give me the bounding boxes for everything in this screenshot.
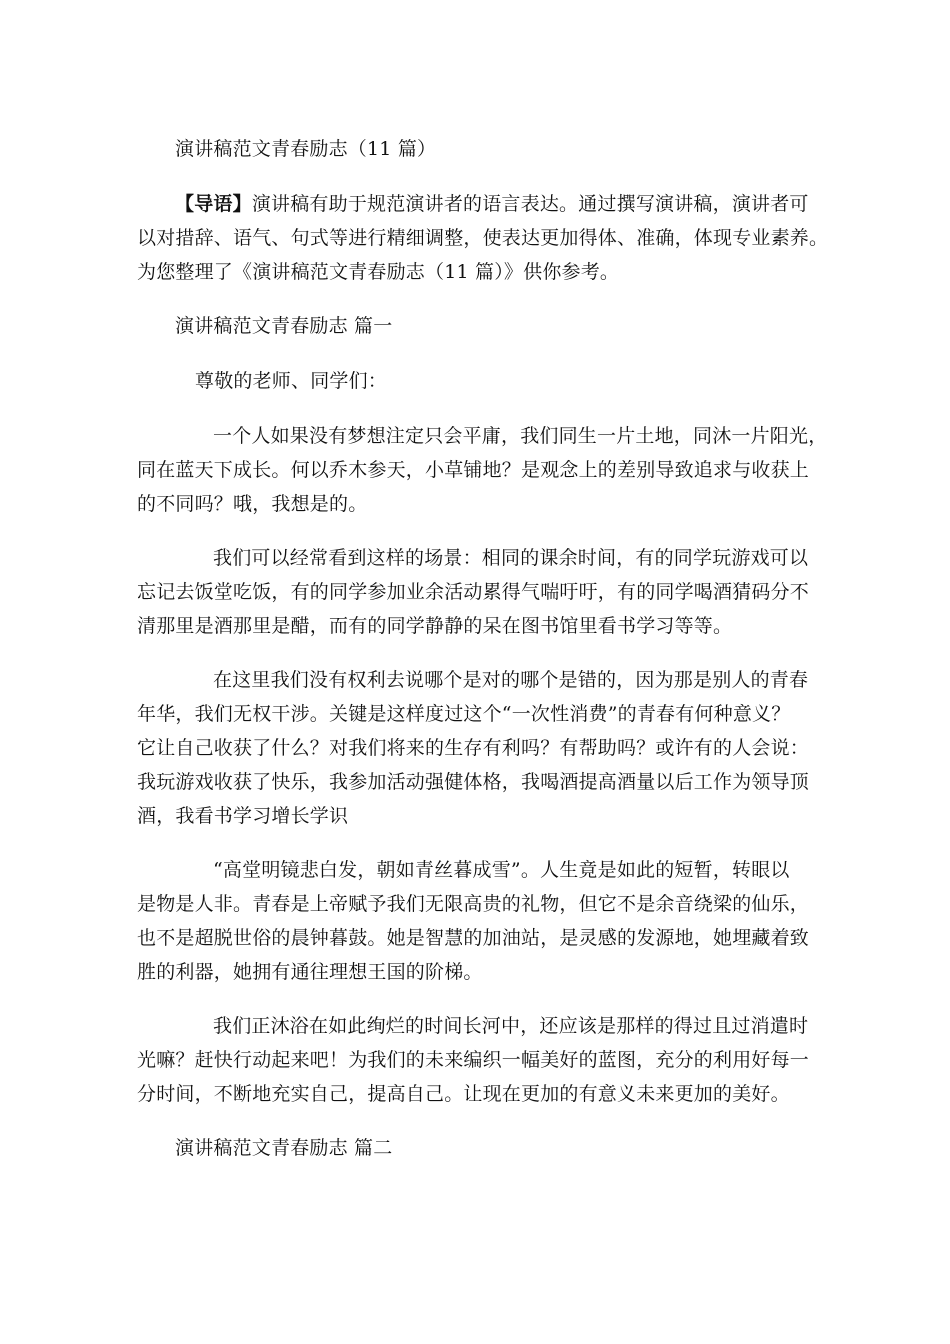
paragraph-3-line-5: 酒，我看书学习增长学识 <box>137 805 349 827</box>
paragraph-2-line-1: 我们可以经常看到这样的场景：相同的课余时间，有的同学玩游戏可以 <box>213 547 809 569</box>
paragraph-4-line-3: 也不是超脱世俗的晨钟暮鼓。她是智慧的加油站，是灵感的发源地，她埋藏着致 <box>137 927 810 949</box>
paragraph-5-line-3: 分时间，不断地充实自己，提高自己。让现在更加的有意义未来更加的美好。 <box>137 1083 790 1105</box>
paragraph-1-line-2: 同在蓝天下成长。何以乔木参天，小草铺地？是观念上的差别导致追求与收获上 <box>137 459 810 481</box>
intro-line-1-text: 演讲稿有助于规范演讲者的语言表达。通过撰写演讲稿，演讲者可 <box>251 193 809 215</box>
paragraph-2-line-3: 清那里是酒那里是醋，而有的同学静静的呆在图书馆里看书学习等等。 <box>137 615 733 637</box>
intro-line-3: 为您整理了《演讲稿范文青春励志（11 篇）》供你参考。 <box>137 261 620 283</box>
paragraph-4-line-2: 是物是人非。青春是上帝赋予我们无限高贵的礼物，但它不是余音绕梁的仙乐， <box>137 893 810 915</box>
salutation: 尊敬的老师、同学们： <box>195 370 388 392</box>
paragraph-3-line-3: 它让自己收获了什么？对我们将来的生存有利吗？有帮助吗？或许有的人会说： <box>137 737 810 759</box>
paragraph-3-line-4: 我玩游戏收获了快乐，我参加活动强健体格，我喝酒提高酒量以后工作为领导顶 <box>137 771 810 793</box>
paragraph-1-line-1: 一个人如果没有梦想注定只会平庸，我们同生一片土地，同沐一片阳光， <box>213 425 828 447</box>
intro-line-2: 以对措辞、语气、句式等进行精细调整，使表达更加得体、准确，体现专业素养。 <box>137 227 829 249</box>
paragraph-4-line-1: “高堂明镜悲白发，朝如青丝暮成雪”。人生竟是如此的短暂，转眼以 <box>213 859 790 881</box>
section-2-heading: 演讲稿范文青春励志 篇二 <box>175 1137 393 1159</box>
paragraph-3-line-1: 在这里我们没有权利去说哪个是对的哪个是错的，因为那是别人的青春 <box>213 669 809 691</box>
paragraph-3-line-2: 年华，我们无权干涉。关键是这样度过这个“一次性消费”的青春有何种意义？ <box>137 703 791 725</box>
paragraph-5-line-2: 光嘛？赶快行动起来吧！为我们的未来编织一幅美好的蓝图，充分的利用好每一 <box>137 1049 810 1071</box>
intro-tag: 【导语】 <box>175 193 252 215</box>
document-title: 演讲稿范文青春励志（11 篇） <box>175 138 437 160</box>
paragraph-4-line-4: 胜的利器，她拥有通往理想王国的阶梯。 <box>137 961 483 983</box>
intro-line-1 <box>175 192 809 216</box>
section-1-heading: 演讲稿范文青春励志 篇一 <box>175 315 393 337</box>
paragraph-2-line-2: 忘记去饭堂吃饭，有的同学参加业余活动累得气喘吁吁，有的同学喝酒猜码分不 <box>137 581 810 603</box>
paragraph-5-line-1: 我们正沐浴在如此绚烂的时间长河中，还应该是那样的得过且过消遣时 <box>213 1015 809 1037</box>
paragraph-1-line-3: 的不同吗？哦，我想是的。 <box>137 493 368 515</box>
